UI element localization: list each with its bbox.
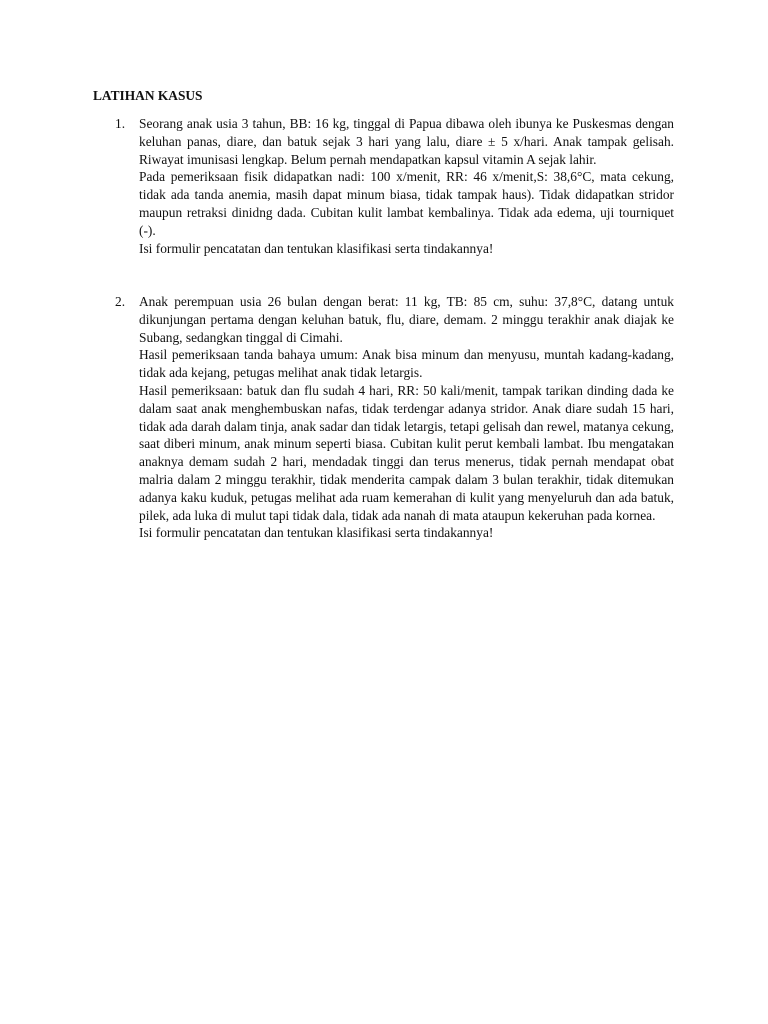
case-body [139, 293, 674, 542]
case-instruction: Isi formulir pencatatan dan tentukan klasifikasi serta tindakannya! [139, 240, 494, 256]
case-paragraph: Anak perempuan usia 26 bulan dengan berat: 11 kg, TB: 85 cm, suhu: 37,8°C, datang untuk dikunjungan pertama dengan keluhan batuk, flu, diare, demam. 2 minggu terakhir anak diajak ke Subang, sedangkan tinggal di Cimahi. [139, 294, 674, 345]
case-paragraph: Hasil pemeriksaan tanda bahaya umum: Anak bisa minum dan menyusu, muntah kadang-kadang, tidak ada kejang, petugas melihat anak tidak letargis. [139, 347, 674, 381]
case-paragraph: Pada pemeriksaan fisik didapatkan nadi: 100 x/menit, RR: 46 x/menit,S: 38,6°C, mata cekung, tidak ada tanda anemia, masih dapat minum biasa, tidak tampak haus). Tidak didapatkan stridor maupun retraksi dinidng dada. Cubitan kulit lambat kembalinya. Tidak ada edema, uji tourniquet (-). [139, 169, 674, 238]
case-paragraph: Hasil pemeriksaan: batuk dan flu sudah 4 hari, RR: 50 kali/menit, tampak tarikan dinding dada ke dalam saat anak menghembuskan nafas, tidak terdengar adanya stridor. Anak diare sudah 15 hari, tidak ada darah dalam tinja, anak sadar dan tidak letargis, tetapi gelisah dan rewel, matanya cekung, saat diberi minum, anak minum seperti biasa. Cubitan kulit perut kembali lambat. Ibu mengatakan anaknya demam sudah 2 hari, mendadak tinggi dan terus menerus, tidak pernah mendapat obat malria dalam 2 minggu terakhir, tidak menderita campak dalam 3 bulan terakhir, tidak ditemukan adanya kaku kuduk, petugas melihat ada ruam kemerahan di kulit yang menyeluruh dan ada batuk, pilek, ada luka di mulut tapi tidak dala, tidak ada nanah di mata ataupun kekeruhan pada kornea. [139, 382, 674, 523]
document-title: LATIHAN KASUS [93, 88, 203, 103]
case-instruction: Isi formulir pencatatan dan tentukan klasifikasi serta tindakannya! [139, 525, 494, 541]
case-item-1 [115, 115, 674, 257]
case-number: 2. [115, 294, 126, 309]
case-item-2 [115, 293, 674, 542]
case-body [139, 115, 674, 257]
case-paragraph: Seorang anak usia 3 tahun, BB: 16 kg, tinggal di Papua dibawa oleh ibunya ke Puskesmas dengan keluhan panas, diare, dan batuk sejak 3 hari yang lalu, diare ± 5 x/hari. Anak tampak gelisah. Riwayat imunisasi lengkap. Belum pernah mendapatkan kapsul vitamin A sejak lahir. [139, 116, 674, 167]
case-number: 1. [115, 116, 126, 131]
